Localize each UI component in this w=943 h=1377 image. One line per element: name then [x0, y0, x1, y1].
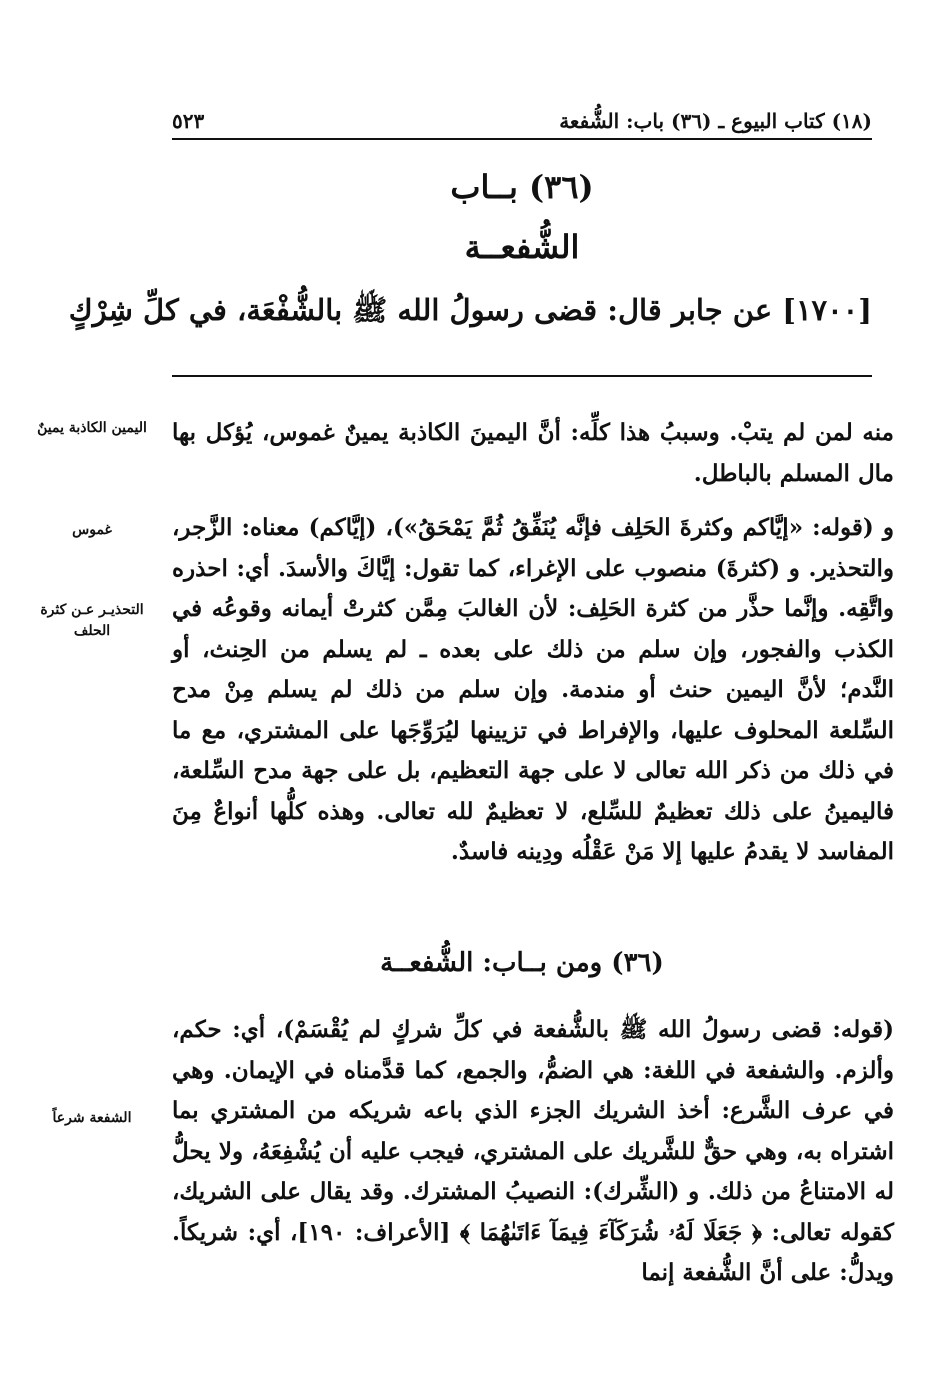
hadith-divider — [172, 375, 872, 377]
commentary-paragraph-1: منه لمن لم يتبْ. وسببُ هذا كلِّه: أنَّ اليمينَ الكاذبة يمينٌ غموس، يُؤكل بها مال المسلم بالباطل. — [172, 419, 894, 487]
margin-note-warning-oaths: التحذيـر عـن كثرة الحلف — [40, 602, 144, 639]
margin-note-ghamus: غموس — [72, 522, 112, 538]
chapter-title: الشُّفعــة — [464, 228, 580, 266]
section-sub-heading: (٣٦) ومن بــاب: الشُّفعــة — [380, 948, 664, 978]
running-title: (١٨) كتاب البيوع ـ (٣٦) باب: الشُّفعة — [559, 109, 872, 133]
commentary-paragraph-2: و (قوله: «إيَّاكم وكثرةَ الحَلِف فإنَّه يُنَفِّقُ ثُمَّ يَمْحَقُ»)، (إيَّاكم) معناه: الزَّجر، والتحذير. و (كثرةَ) منصوب على الإغراء، كما تقول: إيَّاكَ والأسدَ. أي: احذره واتَّقِه. وإنَّما حذَّر من كثرة الحَلِف: لأن الغالبَ مِمَّن كثرتْ أيمانه وقوعُه في الكذب والفجور، وإن سلم من ذلك على بعده ـ لم يسلم من الحِنث، أو النَّدم؛ لأنَّ اليمين حنث أو مندمة. وإن سلم من ذلك لم يسلم مِنْ مدح السِّلعة المحلوف عليها، والإفراط في تزيينها ليُرَوِّجَها على المشتري، مع ما في ذلك من ذكر الله تعالى لا على جهة التعظيم، بل على جهة مدح السِّلعة، فاليمينُ على ذلك تعظيمٌ للسِّلع، لا تعظيمٌ لله تعالى. وهذه كلُّها أنواعٌ مِنَ المفاسد لا يقدمُ عليها إلا مَنْ عَقْلُه ودِينه فاسدٌ. — [172, 514, 894, 865]
chapter-number: (٣٦) بــاب — [450, 168, 594, 206]
running-header — [172, 108, 872, 134]
hadith-text: [١٧٠٠] عن جابر قال: قضى رسولُ الله ﷺ بالشُّفْعَة، في كلِّ شِرْكٍ — [68, 293, 872, 327]
commentary-paragraph-3: (قوله: قضى رسولُ الله ﷺ بالشُّفعة في كلِّ شركٍ لم يُقْسَمْ)، أي: حكم، وألزم. والشفعة في اللغة: هي الضمُّ، والجمع، كما قدَّمناه في الإيمان. وهي في عرف الشَّرع: أخذ الشريك الجزء الذي باعه شريكه من المشتري بما اشتراه به، وهي حقٌّ للشَّريك على المشتري، فيجب عليه أن يُشْفِعَهُ، ولا يحلُّ له الامتناعُ من ذلك. و (الشِّرك): النصيبُ المشترك. وقد يقال على الشريك، كقوله تعالى: ﴿ جَعَلَا لَهُۥ شُرَكَآءَ فِيمَآ ءَاتَىٰهُمَا ﴾ [الأعراف: ١٩٠]، أي: شريكاً. ويدلُّ: على أنَّ الشُّفعة إنما — [172, 1016, 894, 1286]
page-number: ٥٢٣ — [172, 109, 205, 133]
header-divider — [172, 138, 872, 140]
margin-note-shufa-definition: الشفعة شرعاً — [52, 1110, 132, 1126]
margin-note-false-oath: اليمين الكاذبة يمينٌ — [37, 420, 147, 436]
